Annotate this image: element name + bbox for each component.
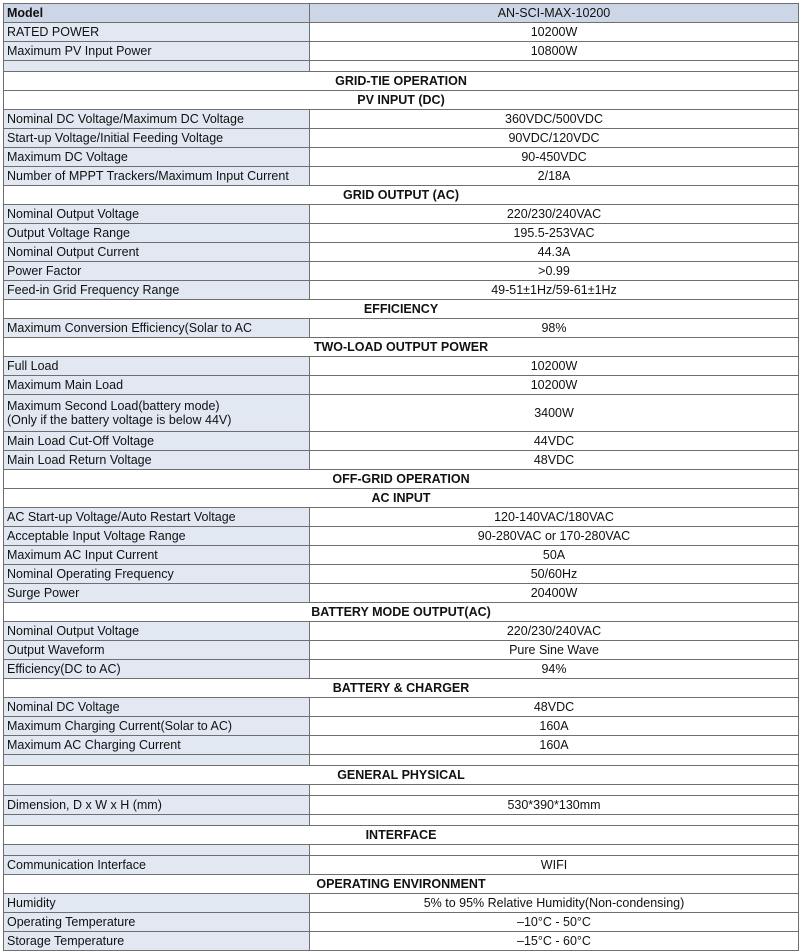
- table-row: [4, 395, 799, 432]
- row-label: Surge Power: [4, 584, 310, 603]
- row-label: Maximum Conversion Efficiency(Solar to AC: [4, 319, 310, 338]
- table-row: [4, 451, 799, 470]
- row-value: 10800W: [310, 42, 799, 61]
- table-row: [4, 167, 799, 186]
- table-row: [4, 243, 799, 262]
- row-label: Start-up Voltage/Initial Feeding Voltage: [4, 129, 310, 148]
- section-heading: OPERATING ENVIRONMENT: [4, 875, 799, 894]
- row-value: 120-140VAC/180VAC: [310, 508, 799, 527]
- row-label: Maximum Second Load(battery mode): [7, 399, 220, 413]
- row-value: 5% to 95% Relative Humidity(Non-condensing): [310, 894, 799, 913]
- row-label: Maximum AC Charging Current: [4, 736, 310, 755]
- model-row: [4, 4, 799, 23]
- section-heading: GRID-TIE OPERATION: [4, 72, 799, 91]
- table-row: [4, 565, 799, 584]
- row-value: 44VDC: [310, 432, 799, 451]
- section-row: [4, 72, 799, 91]
- table-row: [4, 148, 799, 167]
- table-row: [4, 796, 799, 815]
- row-value: 94%: [310, 660, 799, 679]
- row-label: Maximum PV Input Power: [4, 42, 310, 61]
- row-value: WIFI: [310, 856, 799, 875]
- spacer-row: [4, 61, 799, 72]
- section-row: [4, 338, 799, 357]
- section-row: [4, 826, 799, 845]
- row-label: Main Load Cut-Off Voltage: [4, 432, 310, 451]
- table-row: [4, 660, 799, 679]
- spacer-row: [4, 815, 799, 826]
- table-row: [4, 319, 799, 338]
- row-label: Nominal DC Voltage: [4, 698, 310, 717]
- model-label: Model: [4, 4, 310, 23]
- row-value: 50A: [310, 546, 799, 565]
- table-row: [4, 281, 799, 300]
- table-row: [4, 622, 799, 641]
- section-row: [4, 300, 799, 319]
- row-label: Output Voltage Range: [4, 224, 310, 243]
- section-heading: AC INPUT: [4, 489, 799, 508]
- row-value: >0.99: [310, 262, 799, 281]
- row-label: Main Load Return Voltage: [4, 451, 310, 470]
- row-value: 220/230/240VAC: [310, 622, 799, 641]
- row-label: Efficiency(DC to AC): [4, 660, 310, 679]
- row-value: 20400W: [310, 584, 799, 603]
- row-label: Full Load: [4, 357, 310, 376]
- table-row: [4, 913, 799, 932]
- row-label: Nominal DC Voltage/Maximum DC Voltage: [4, 110, 310, 129]
- row-label: Nominal Operating Frequency: [4, 565, 310, 584]
- row-value: –10°C - 50°C: [310, 913, 799, 932]
- table-row: [4, 129, 799, 148]
- row-label: Number of MPPT Trackers/Maximum Input Current: [4, 167, 310, 186]
- row-label: Humidity: [4, 894, 310, 913]
- table-row: [4, 546, 799, 565]
- row-value: 10200W: [310, 23, 799, 42]
- row-value: 90VDC/120VDC: [310, 129, 799, 148]
- section-heading: BATTERY MODE OUTPUT(AC): [4, 603, 799, 622]
- section-row: [4, 875, 799, 894]
- table-row: [4, 23, 799, 42]
- table-row: [4, 736, 799, 755]
- section-row: [4, 603, 799, 622]
- table-row: [4, 856, 799, 875]
- row-label: Maximum Main Load: [4, 376, 310, 395]
- row-value: 360VDC/500VDC: [310, 110, 799, 129]
- row-value: 49-51±1Hz/59-61±1Hz: [310, 281, 799, 300]
- row-value: 3400W: [310, 395, 799, 432]
- row-value: 10200W: [310, 357, 799, 376]
- section-heading: OFF-GRID OPERATION: [4, 470, 799, 489]
- section-heading: BATTERY & CHARGER: [4, 679, 799, 698]
- table-row: [4, 42, 799, 61]
- table-row: [4, 205, 799, 224]
- row-value: –15°C - 60°C: [310, 932, 799, 951]
- row-label: Nominal Output Voltage: [4, 622, 310, 641]
- spacer-row: [4, 785, 799, 796]
- model-value: AN-SCI-MAX-10200: [310, 4, 799, 23]
- row-label: Nominal Output Current: [4, 243, 310, 262]
- row-label: Maximum DC Voltage: [4, 148, 310, 167]
- row-value: 160A: [310, 736, 799, 755]
- section-row: [4, 766, 799, 785]
- table-row: [4, 717, 799, 736]
- row-label: Maximum Charging Current(Solar to AC): [4, 717, 310, 736]
- section-row: [4, 679, 799, 698]
- row-label: Storage Temperature: [4, 932, 310, 951]
- row-label: Power Factor: [4, 262, 310, 281]
- table-row: [4, 508, 799, 527]
- row-label: Dimension, D x W x H (mm): [4, 796, 310, 815]
- row-value: 90-450VDC: [310, 148, 799, 167]
- table-row: [4, 357, 799, 376]
- table-row: [4, 894, 799, 913]
- row-label: Acceptable Input Voltage Range: [4, 527, 310, 546]
- section-heading: PV INPUT (DC): [4, 91, 799, 110]
- row-label-note: (Only if the battery voltage is below 44V): [7, 413, 232, 427]
- table-row: [4, 432, 799, 451]
- row-label: Maximum AC Input Current: [4, 546, 310, 565]
- row-label: AC Start-up Voltage/Auto Restart Voltage: [4, 508, 310, 527]
- spacer-row: [4, 755, 799, 766]
- table-row: [4, 527, 799, 546]
- row-value: 160A: [310, 717, 799, 736]
- spacer-row: [4, 845, 799, 856]
- row-value: 195.5-253VAC: [310, 224, 799, 243]
- section-row: [4, 186, 799, 205]
- section-heading: INTERFACE: [4, 826, 799, 845]
- table-row: [4, 110, 799, 129]
- table-row: [4, 932, 799, 951]
- table-row: [4, 262, 799, 281]
- spec-table: [3, 3, 799, 951]
- section-row: [4, 489, 799, 508]
- section-heading: GENERAL PHYSICAL: [4, 766, 799, 785]
- row-value: 90-280VAC or 170-280VAC: [310, 527, 799, 546]
- table-row: [4, 224, 799, 243]
- row-value: 98%: [310, 319, 799, 338]
- row-value: 50/60Hz: [310, 565, 799, 584]
- table-row: [4, 641, 799, 660]
- row-value: 44.3A: [310, 243, 799, 262]
- row-value: 48VDC: [310, 451, 799, 470]
- row-label: Feed-in Grid Frequency Range: [4, 281, 310, 300]
- row-value: 48VDC: [310, 698, 799, 717]
- row-value: 10200W: [310, 376, 799, 395]
- row-label: RATED POWER: [4, 23, 310, 42]
- row-value: 2/18A: [310, 167, 799, 186]
- table-row: [4, 698, 799, 717]
- row-label: Output Waveform: [4, 641, 310, 660]
- table-row: [4, 584, 799, 603]
- section-row: [4, 91, 799, 110]
- row-label: Communication Interface: [4, 856, 310, 875]
- row-label: Nominal Output Voltage: [4, 205, 310, 224]
- row-value: Pure Sine Wave: [310, 641, 799, 660]
- row-label-multiline: [4, 395, 310, 432]
- section-heading: EFFICIENCY: [4, 300, 799, 319]
- row-label: Operating Temperature: [4, 913, 310, 932]
- section-heading: GRID OUTPUT (AC): [4, 186, 799, 205]
- table-row: [4, 376, 799, 395]
- row-value: 220/230/240VAC: [310, 205, 799, 224]
- section-row: [4, 470, 799, 489]
- row-value: 530*390*130mm: [310, 796, 799, 815]
- section-heading: TWO-LOAD OUTPUT POWER: [4, 338, 799, 357]
